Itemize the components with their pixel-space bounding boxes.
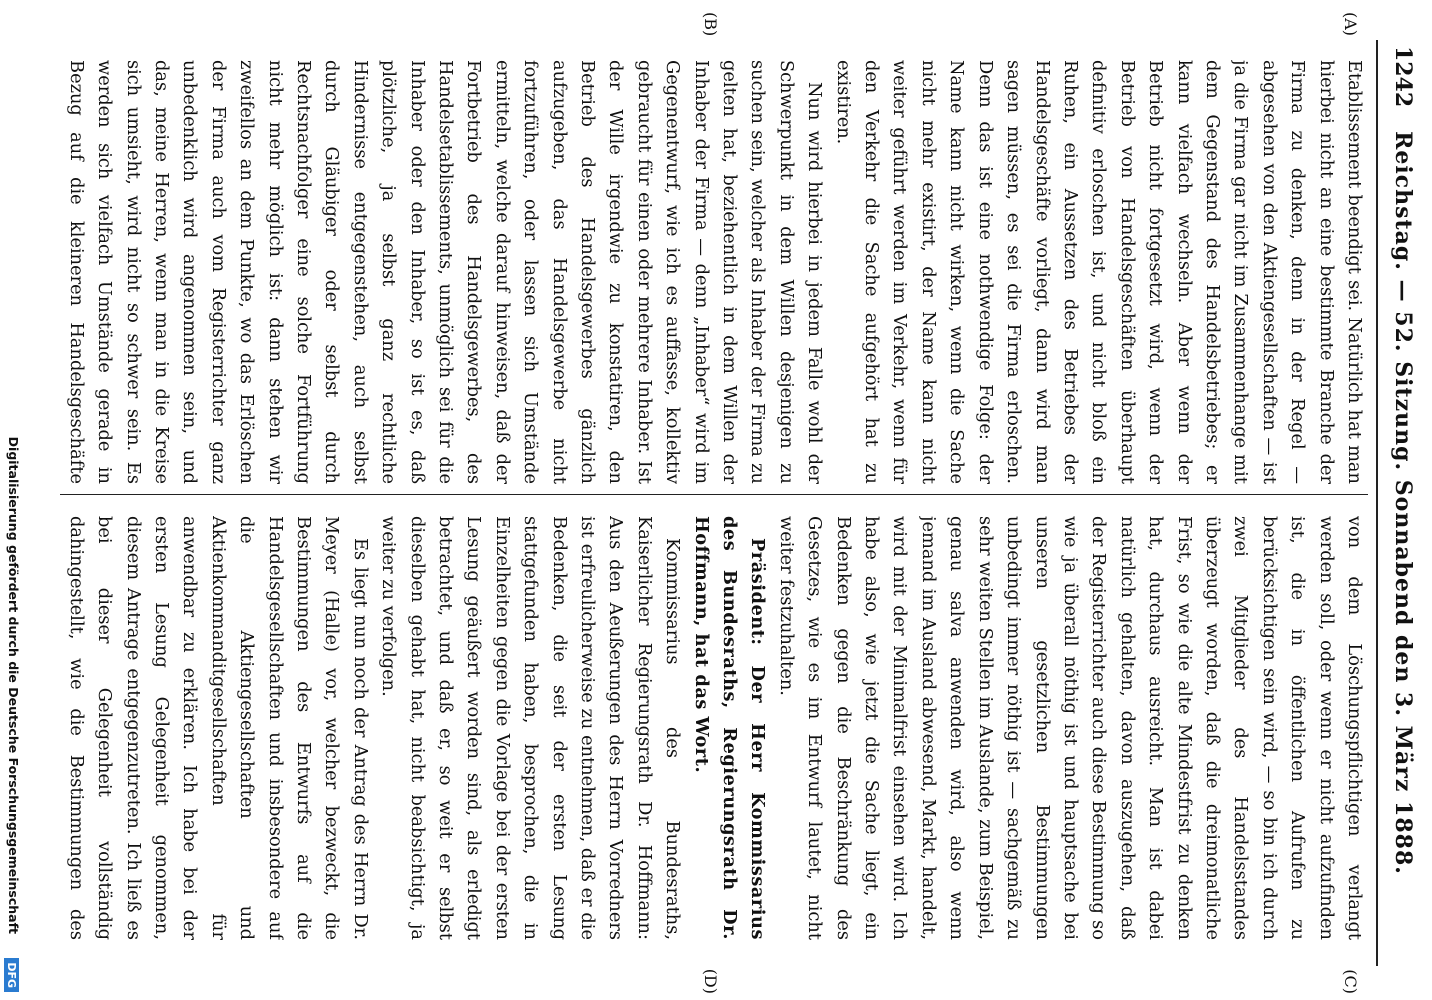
page-header: [1378, 46, 1422, 960]
paragraph: Nun wird hierbei in jedem Falle wohl der Schwerpunkt in dem Willen desjenigen zu suchen sein, welcher als Inhaber der Firma zu gelten hat, beziehentlich in dem Willen der Inhaber der Firma — denn „Inhaber“ wird im Gegenentwurf, wie ich es auffasse, kollektiv gebraucht für einen oder mehrere Inhaber. Ist der Wille irgendwie zu konstatiren, den Betrieb des Handelsgewerbes gänzlich aufzugeben, das Handelsgewerbe nicht fortzuführen, oder lassen sich Umstände ermitteln, welche darauf hinweisen, daß der Fortbetrieb des Handelsgewerbes, des Handelsetablissements, unmöglich sei für die Inhaber oder den Inhaber, so ist es, daß plötzliche, ja selbst ganz rechtliche Hindernisse entgegenstehen, auch selbst durch Gläubiger oder selbst durch Rechtsnachfolger eine solche Fortführung nicht mehr möglich ist: dann stehen wir zweifellos an dem Punkte, wo das Erlöschen der Firma auch vom Registerrichter ganz unbedenklich wird angenommen sein, und das, meine Herren, wenn man in die Kreise sich umsieht, wird nicht so schwer sein. Es werden sich vielfach Umstände gerade in Bezug auf die kleineren Handelsgeschäfte: [65, 60, 826, 484]
margin-marker-b: (B): [701, 12, 720, 37]
speaker-paragraph: Präsident: Der Herr Kommissarius des Bundesraths, Regierungsrath Dr. Hoffmann, hat das Wort.: [690, 516, 769, 940]
paragraph: Kommissarius des Bundesraths, Kaiserlicher Regierungsrath Dr. Hoffmann: Aus den Aeußerungen des Herrn Vorredners ist erfreulicherweise zu entnehmen, daß er die Bedenken, die seit der ersten Lesung stattgefunden haben, besprochen, die in Einzelheiten gegen die Vorlage bei der ersten Lesung geäußert worden sind, als erledigt betrachtet, und daß er, so weit er selbst dieselben gehabt hat, nicht beabsichtigt, ja weiter zu verfolgen.: [378, 516, 684, 940]
paragraph: von dem Löschungspflichtigen verlangt werden soll, oder wenn er nicht aufzufinden ist, die in öffentlichen Aufrufen zu berücksichtigen sein wird, — so bin ich durch zwei Mitglieder des Handelsstandes überzeugt worden, daß die dreimonatliche Frist, so wie die alte Mindestfrist zu denken hat, durchaus ausreicht. Man ist dabei natürlich gehalten, davon auszugehen, daß der Registerrichter auch diese Bestimmung so wie ja überall nöthig ist und hauptsache bei unseren gesetzlichen Bestimmungen unbedingt immer nöthig ist — sachgemäß zu sehr weiten Stellen im Auslande, zum Beispiel, genau salva anwenden wird, also wenn jemand im Ausland abwesend, Markt, handelt, wird mit der Minimalfrist einsehen wird. Ich habe also, wie jetzt die Sache liegt, ein Bedenken gegen die Beschränkung des Gesetzes, wie es im Entwurf lautet, nicht weiter festzuhalten.: [775, 516, 1365, 940]
margin-marker-a: (A): [1341, 12, 1360, 37]
paragraph: Etablissement beendigt sei. Natürlich hat man hierbei nicht an eine bestimmte Branche der Firma zu denken, denn in der Regel — abgesehen von den Aktiengesellschaften — ist ja die Firma gar nicht im Zusammenhange mit dem Gegenstand des Handelsbetriebes; er kann vielfach wechseln. Aber wenn der Betrieb nicht fortgesetzt wird, wenn der Betrieb von Handelsgeschäften überhaupt definitiv erloschen ist, und nicht bloß ein Ruhen, ein Aussetzen des Betriebes der Handelsgeschäfte vorliegt, dann wird man sagen müssen, es sei die Firma erloschen. Denn das ist eine nothwendige Folge: der Name kann nicht wirken, wenn die Sache nicht mehr existirt, der Name kann nicht weiter geführt werden im Verkehr, wenn für den Verkehr die Sache aufgehört hat zu existiren.: [832, 60, 1365, 484]
right-column: [60, 516, 1368, 940]
dfg-logo-badge: DFG: [4, 958, 19, 992]
column-divider: [60, 494, 1368, 495]
page-number: 1242: [1390, 46, 1416, 108]
page-title: Reichstag. — 52. Sitzung. Sonnabend den 3. März 1888.: [1390, 131, 1416, 875]
paragraph: Es liegt nun noch der Antrag des Herrn Dr. Meyer (Halle) vor, welcher bezweckt, die Bestimmungen des Entwurfs auf die Handelsgesellschaften und insbesondere auf die Aktiengesellschaften und Aktienkommanditgesellschaften für anwendbar zu erklären. Ich habe bei der ersten Lesung Gelegenheit genommen, diesem Antrage entgegenzutreten. Ich ließ es bei dieser Gelegenheit vollständig dahingestellt, wie die Bestimmungen des: [65, 516, 371, 940]
left-column: [60, 60, 1368, 484]
margin-marker-d: (D): [701, 968, 720, 994]
header-rule: [1376, 40, 1378, 966]
margin-marker-c: (C): [1341, 969, 1360, 994]
digitization-credit: Digitalisierung gefördert durch die Deutsche Forschungsgemeinschaft: [6, 436, 21, 934]
